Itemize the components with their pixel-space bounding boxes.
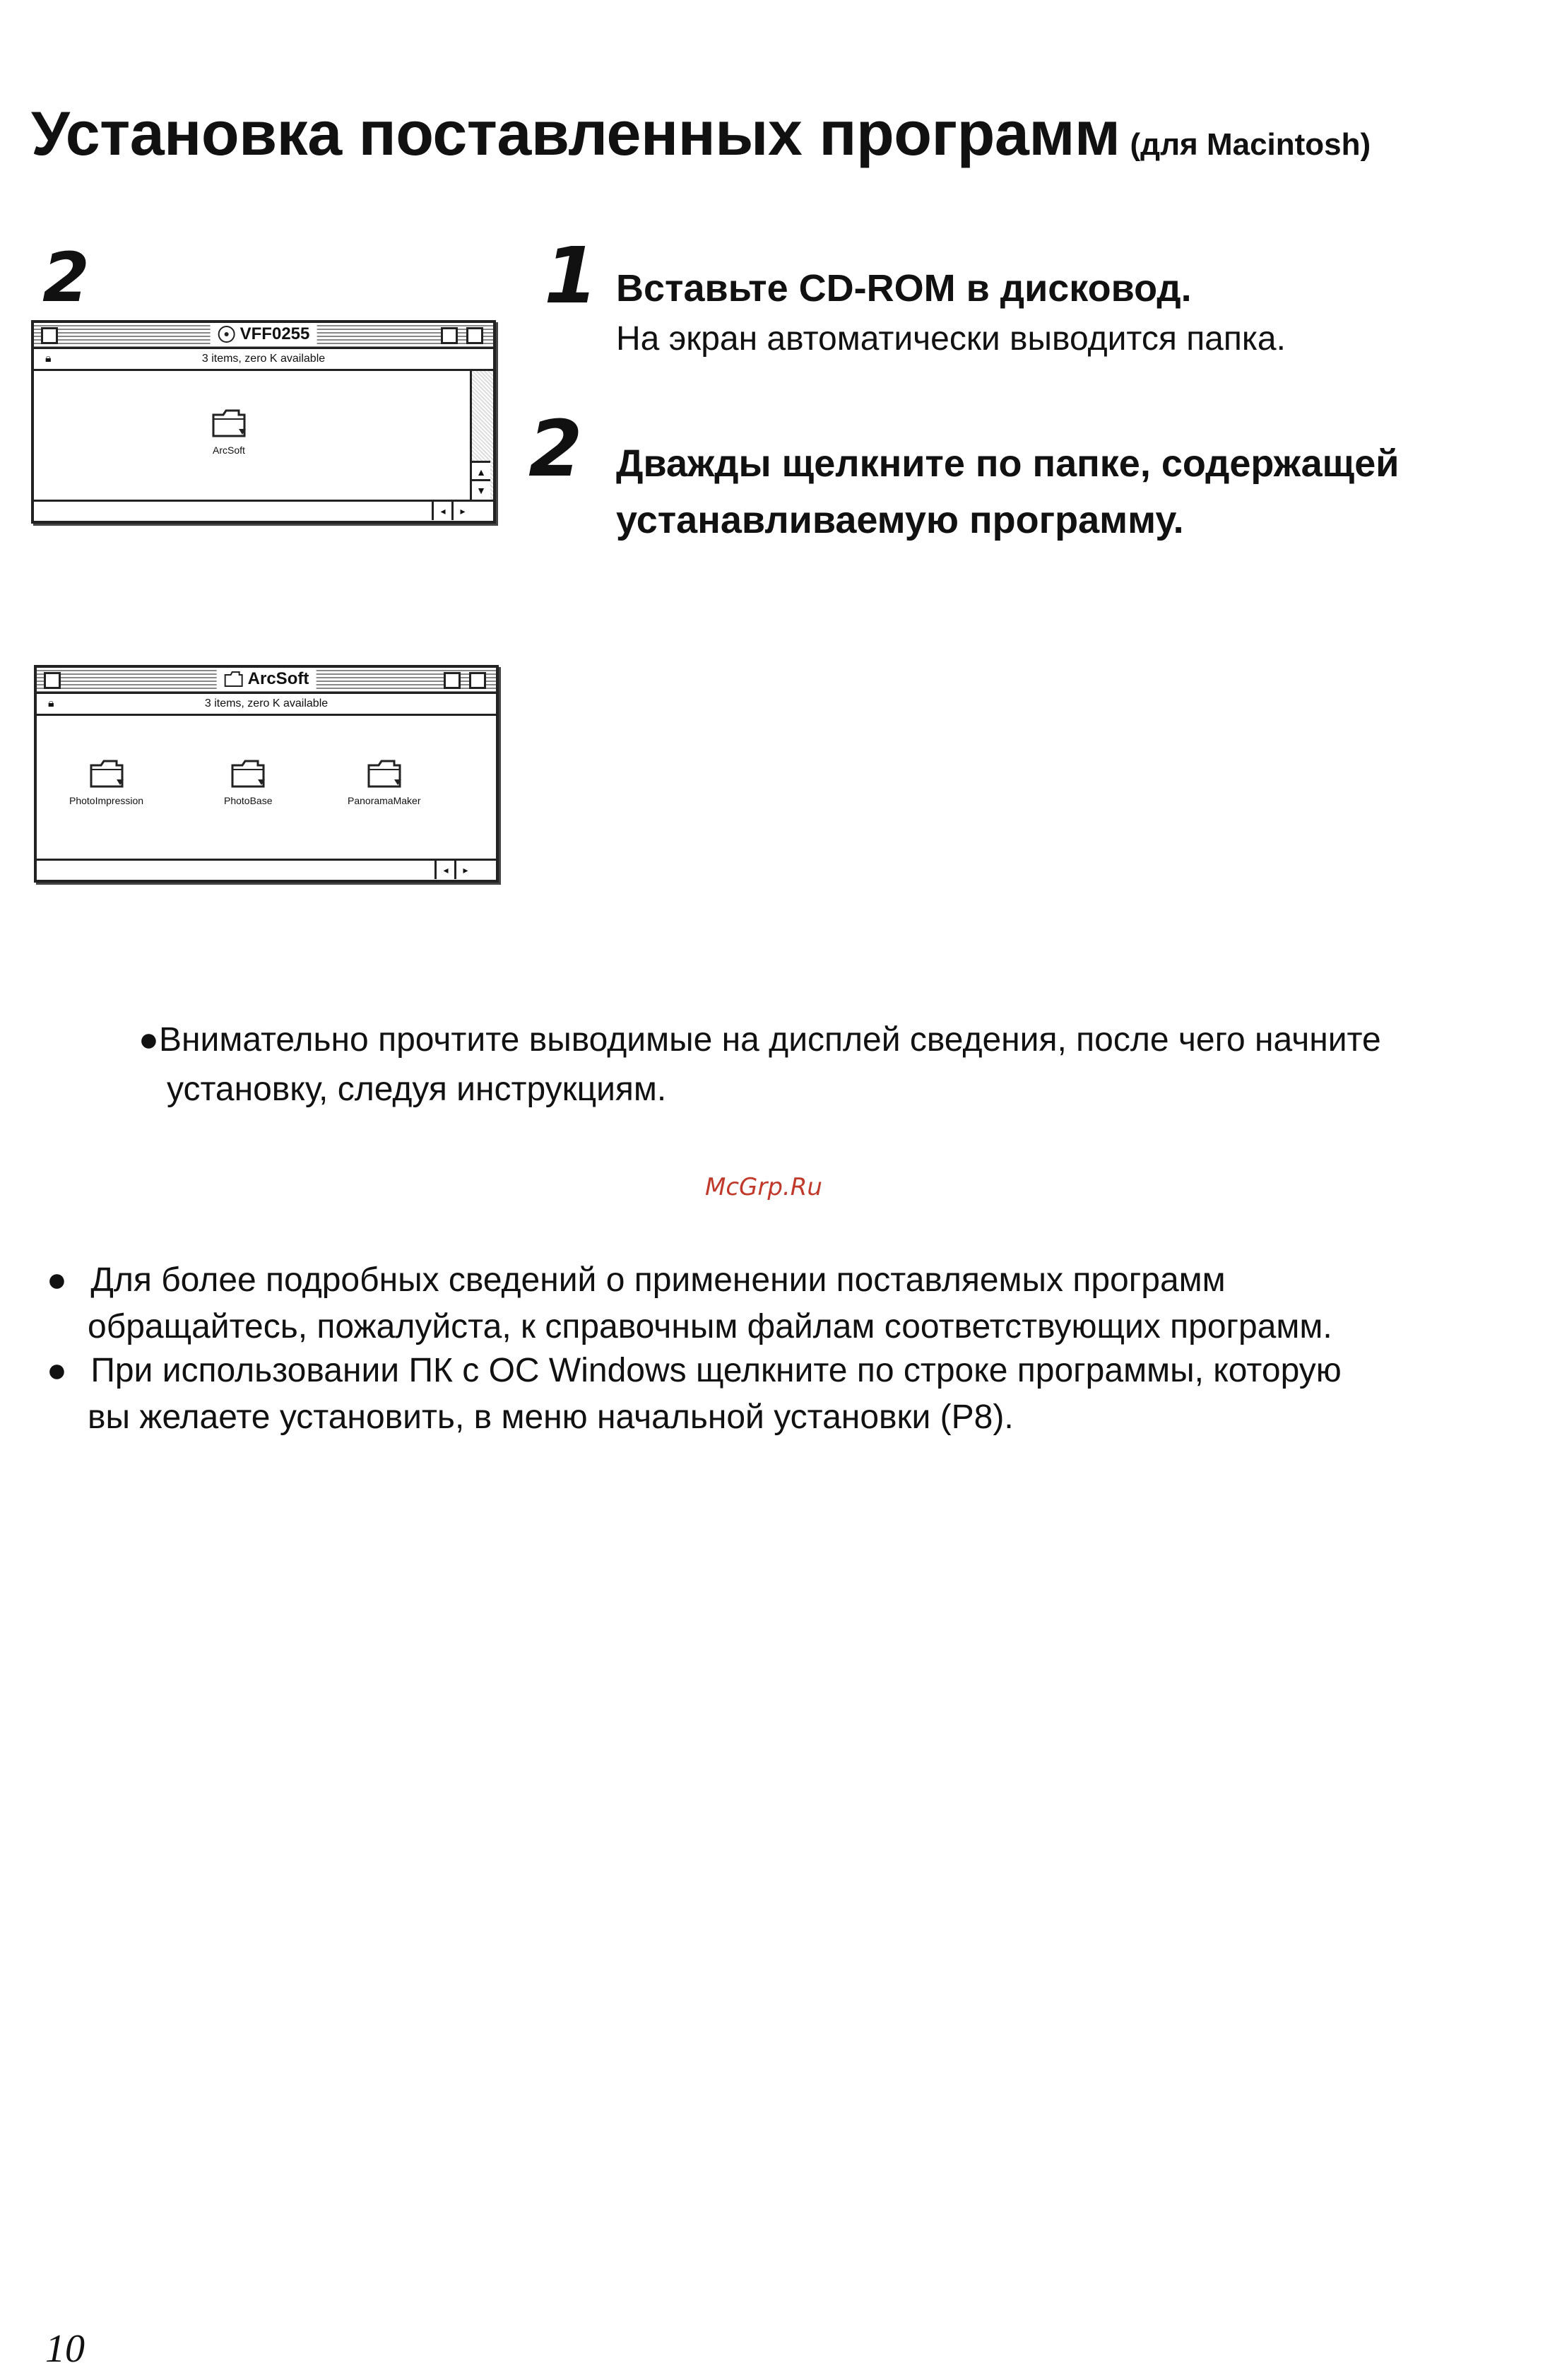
windowshade-box-icon[interactable]	[466, 327, 483, 344]
scroll-down-arrow-icon[interactable]: ▼	[472, 479, 490, 500]
window-info-bar	[37, 694, 496, 716]
note-2-line2: вы желаете установить, в меню начальной установки (P8).	[88, 1398, 1014, 1436]
install-note-line2: установку, следуя инструкциям.	[167, 1071, 667, 1108]
bullet-icon: ●	[47, 1352, 67, 1389]
watermark: McGrp.Ru	[705, 1173, 822, 1201]
note-1-line1: Для более подробных сведений о применении поставляемых программ	[90, 1261, 1226, 1299]
folder-icon	[211, 408, 247, 440]
page-title	[31, 98, 1371, 170]
close-box-icon[interactable]	[41, 327, 58, 344]
step-1-number: 1	[544, 230, 598, 321]
cd-disk-icon	[218, 325, 236, 343]
bullet-icon: ●	[138, 1021, 159, 1059]
horizontal-scrollbar[interactable]	[34, 500, 493, 521]
window-title	[217, 668, 316, 690]
folder-icon	[230, 758, 266, 791]
install-note	[138, 1018, 1381, 1063]
window-info-bar	[34, 349, 493, 371]
lock-icon: 🔒︎	[45, 353, 52, 365]
window-info-text: 3 items, zero K available	[201, 353, 326, 365]
scroll-right-arrow-icon[interactable]: ▸	[454, 861, 475, 879]
step-2-title-line1: Дважды щелкните по папке, содержащей	[616, 442, 1400, 485]
figure-label: 2	[42, 238, 90, 317]
folder-label: PhotoImpression	[69, 795, 144, 806]
window-info-text: 3 items, zero K available	[204, 697, 329, 709]
folder-label: PhotoBase	[224, 795, 273, 806]
folder-icon	[366, 758, 403, 791]
window-title	[211, 324, 317, 345]
note-1	[47, 1258, 1226, 1303]
note-2-line1: При использовании ПК с ОС Windows щелкните по строке программы, которую	[90, 1352, 1342, 1389]
page-title-main: Установка поставленных программ	[31, 98, 1120, 168]
folder-panoramamaker[interactable]	[348, 758, 421, 806]
folder-photoimpression[interactable]	[69, 758, 143, 806]
folder-small-icon	[224, 671, 244, 688]
zoom-box-icon[interactable]	[444, 672, 461, 689]
finder-window-cdrom	[31, 320, 496, 524]
folder-arcsoft[interactable]	[211, 408, 247, 456]
step-1-title: Вставьте CD-ROM в дисковод.	[616, 267, 1192, 310]
note-2	[47, 1348, 1342, 1394]
vertical-scrollbar[interactable]	[470, 371, 493, 500]
step-2-title-line2: устанавливаемую программу.	[616, 499, 1184, 541]
windowshade-box-icon[interactable]	[469, 672, 486, 689]
zoom-box-icon[interactable]	[441, 327, 458, 344]
window-title-text: ArcSoft	[247, 669, 309, 688]
folder-label: ArcSoft	[213, 444, 245, 456]
note-1-line2: обращайтесь, пожалуйста, к справочным файлам соответствующих программ.	[88, 1308, 1332, 1345]
folder-icon	[88, 758, 125, 791]
scroll-left-arrow-icon[interactable]: ◂	[432, 502, 452, 520]
page-number: 10	[45, 2327, 85, 2371]
scroll-left-arrow-icon[interactable]: ◂	[434, 861, 455, 879]
step-2-number: 2	[528, 403, 583, 494]
finder-window-arcsoft	[34, 665, 499, 883]
step-1-description: На экран автоматически выводится папка.	[616, 320, 1286, 358]
horizontal-scrollbar[interactable]	[37, 859, 496, 880]
scroll-right-arrow-icon[interactable]: ▸	[451, 502, 472, 520]
bullet-icon: ●	[47, 1261, 67, 1299]
window-title-text: VFF0255	[239, 324, 310, 343]
close-box-icon[interactable]	[44, 672, 61, 689]
install-note-line1: Внимательно прочтите выводимые на дисплей сведения, после чего начните	[159, 1021, 1381, 1059]
page-title-suffix: (для Macintosh)	[1130, 127, 1371, 162]
scroll-up-arrow-icon[interactable]: ▲	[472, 461, 490, 481]
folder-photobase[interactable]	[224, 758, 273, 806]
window-titlebar[interactable]	[37, 668, 496, 694]
window-titlebar[interactable]	[34, 323, 493, 349]
lock-icon: 🔒︎	[48, 697, 54, 709]
folder-label: PanoramaMaker	[348, 795, 421, 806]
